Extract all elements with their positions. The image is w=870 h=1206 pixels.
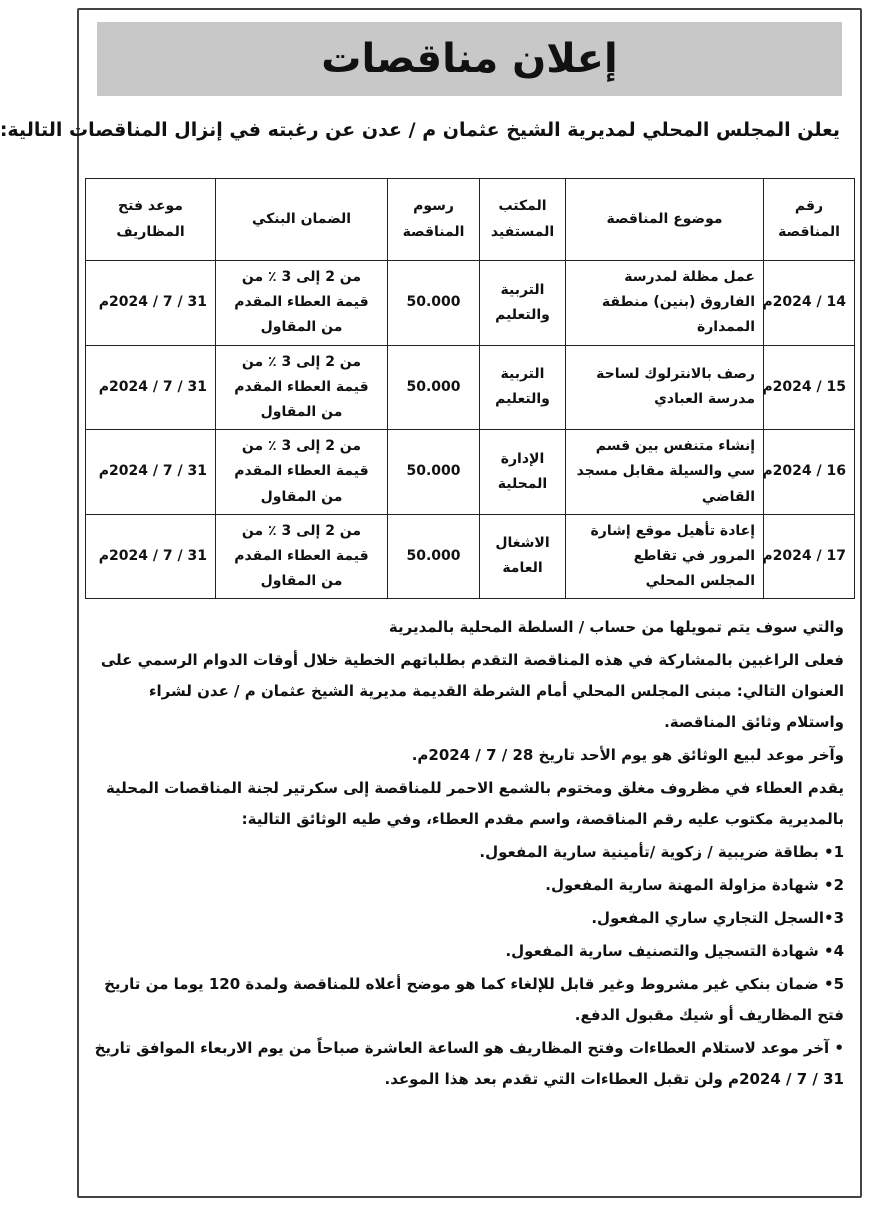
cell-office: الإدارة المحلية xyxy=(480,430,566,515)
cell-guarantee: من 2 إلى 3 ٪ من قيمة العطاء المقدم من المقاول xyxy=(216,261,388,346)
cell-fees: 50.000 xyxy=(388,430,480,515)
requirement-item: 1• بطاقة ضريبية / زكوية /تأمينية سارية المفعول. xyxy=(479,843,844,861)
cell-number: 16 / 2024م xyxy=(764,430,855,515)
table-row xyxy=(86,345,855,430)
cell-opening: 31 / 7 / 2024م xyxy=(86,345,216,430)
header-subject: موضوع المناقصة xyxy=(566,179,764,261)
table-row xyxy=(86,514,855,599)
cell-fees: 50.000 xyxy=(388,261,480,346)
cell-guarantee: من 2 إلى 3 ٪ من قيمة العطاء المقدم من المقاول xyxy=(216,430,388,515)
cell-fees: 50.000 xyxy=(388,345,480,430)
header-opening: موعد فتح المظاريف xyxy=(86,179,216,261)
cell-subject: إنشاء متنفس بين قسم سي والسيلة مقابل مسجد القاضي xyxy=(566,430,764,515)
cell-number: 17 / 2024م xyxy=(764,514,855,599)
cell-subject: عمل مظلة لمدرسة الفاروق (بنين) منطقة الممدارة xyxy=(566,261,764,346)
header-guarantee: الضمان البنكي xyxy=(216,179,388,261)
table-header-row xyxy=(86,179,855,261)
cell-fees: 50.000 xyxy=(388,514,480,599)
title-banner xyxy=(97,22,842,96)
header-office: المكتب المستفيد xyxy=(480,179,566,261)
application-paragraph: فعلى الراغبين بالمشاركة في هذه المناقصة التقدم بطلباتهم الخطية خلال أوقات الدوام الرسمي على العنوان التالي: مبنى المجلس المحلي أمام الشرطة القديمة مديرية الشيخ عثمان م / عدن لشراء واستلام وثائق المناقصة. xyxy=(100,651,844,731)
closing-deadline-paragraph: • آخر موعد لاستلام العطاءات وفتح المظاريف هو الساعة العاشرة صباحاً من يوم الاربعاء الموافق تاريخ 31 / 7 / 2024م ولن تقبل العطاءات التي تقدم بعد هذا الموعد. xyxy=(94,1039,844,1088)
intro-text: يعلن المجلس المحلي لمديرية الشيخ عثمان م / عدن عن رغبته في إنزال المناقصات التالية: xyxy=(0,119,840,141)
page-title: إعلان مناقصات xyxy=(321,36,618,82)
sale-deadline-paragraph: وآخر موعد لبيع الوثائق هو يوم الأحد تاريخ 28 / 7 / 2024م. xyxy=(411,746,844,764)
cell-office: التربية والتعليم xyxy=(480,261,566,346)
cell-office: الاشغال العامة xyxy=(480,514,566,599)
cell-office: التربية والتعليم xyxy=(480,345,566,430)
cell-number: 14 / 2024م xyxy=(764,261,855,346)
requirement-item: 4• شهادة التسجيل والتصنيف سارية المفعول. xyxy=(505,942,844,960)
cell-opening: 31 / 7 / 2024م xyxy=(86,514,216,599)
table-row xyxy=(86,430,855,515)
cell-opening: 31 / 7 / 2024م xyxy=(86,430,216,515)
cell-guarantee: من 2 إلى 3 ٪ من قيمة العطاء المقدم من المقاول xyxy=(216,514,388,599)
announcement-body xyxy=(92,612,844,1097)
funding-paragraph: والتي سوف يتم تمويلها من حساب / السلطة المحلية بالمديرية xyxy=(388,618,844,636)
requirement-item: 5• ضمان بنكي غير مشروط وغير قابل للإلغاء كما هو موضح أعلاه للمناقصة ولمدة 120 يوما من تاريخ فتح المظاريف أو شيك مقبول الدفع. xyxy=(104,975,844,1024)
tenders-table xyxy=(85,178,855,599)
header-fees: رسوم المناقصة xyxy=(388,179,480,261)
cell-number: 15 / 2024م xyxy=(764,345,855,430)
requirement-item: 2• شهادة مزاولة المهنة سارية المفعول. xyxy=(545,876,844,894)
cell-guarantee: من 2 إلى 3 ٪ من قيمة العطاء المقدم من المقاول xyxy=(216,345,388,430)
header-number: رقم المناقصة xyxy=(764,179,855,261)
table-row xyxy=(86,261,855,346)
cell-subject: إعادة تأهيل موقع إشارة المرور في تقاطع المجلس المحلي xyxy=(566,514,764,599)
submission-paragraph: يقدم العطاء في مظروف مغلق ومختوم بالشمع الاحمر للمناقصة إلى سكرتير لجنة المناقصات المحلية بالمديرية مكتوب عليه رقم المناقصة، واسم مقدم العطاء، وفي طيه الوثائق التالية: xyxy=(105,779,844,828)
cell-opening: 31 / 7 / 2024م xyxy=(86,261,216,346)
cell-subject: رصف بالانترلوك لساحة مدرسة العبادي xyxy=(566,345,764,430)
requirement-item: 3•السجل التجاري ساري المفعول. xyxy=(591,909,844,927)
